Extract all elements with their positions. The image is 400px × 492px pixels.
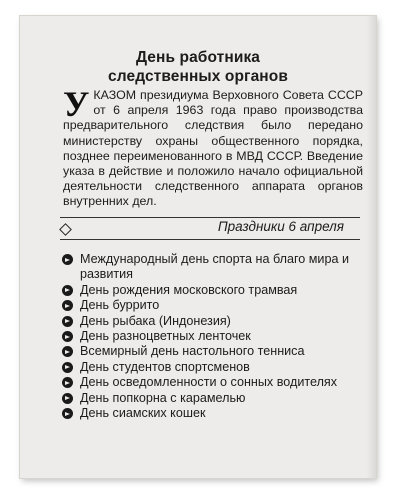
arrow-bullet-icon bbox=[62, 393, 73, 404]
arrow-bullet-icon bbox=[62, 362, 73, 373]
list-item: День попкорна с карамелью bbox=[62, 391, 362, 406]
article-text: президиума Верховного Совета СССР от 6 апреля 1963 года право производства предварительного следствия было передано министерству охраны общественного порядка, позднее переименованного в МВД СССР. Введение указа в действие и положило начало официальной деятельности следственного аппарата органов внутренних дел. bbox=[63, 88, 363, 209]
title-line-1: День работника bbox=[135, 49, 261, 66]
arrow-bullet-icon bbox=[62, 316, 73, 327]
newspaper-clipping bbox=[20, 16, 376, 478]
list-item: День сиамских кошек bbox=[62, 406, 362, 421]
section-divider-bottom bbox=[60, 239, 360, 240]
title-line-2: следственных органов bbox=[108, 68, 288, 85]
lead-caps: КАЗОМ bbox=[93, 88, 137, 102]
arrow-bullet-icon bbox=[62, 254, 73, 265]
arrow-bullet-icon bbox=[62, 285, 73, 296]
list-item: День рождения московского трамвая bbox=[62, 283, 362, 298]
diamond-icon bbox=[59, 223, 72, 236]
drop-cap: У bbox=[63, 84, 90, 124]
article-title bbox=[50, 48, 346, 86]
arrow-bullet-icon bbox=[62, 408, 73, 419]
list-item: День рыбака (Индонезия) bbox=[62, 314, 362, 329]
list-item: Международный день спорта на благо мира и развития bbox=[62, 252, 362, 283]
list-item: День разноцветных ленточек bbox=[62, 329, 362, 344]
holiday-list bbox=[62, 252, 362, 421]
arrow-bullet-icon bbox=[62, 300, 73, 311]
list-item: День осведомленности о сонных водителях bbox=[62, 375, 362, 390]
list-item: Всемирный день настольного тенниса bbox=[62, 344, 362, 359]
section-heading: Праздники 6 апреля bbox=[217, 219, 344, 234]
arrow-bullet-icon bbox=[62, 331, 73, 342]
arrow-bullet-icon bbox=[62, 377, 73, 388]
arrow-bullet-icon bbox=[62, 346, 73, 357]
list-item: День буррито bbox=[62, 298, 362, 313]
list-item: День студентов спортсменов bbox=[62, 360, 362, 375]
section-divider-top bbox=[60, 217, 360, 218]
article-body bbox=[63, 84, 363, 210]
